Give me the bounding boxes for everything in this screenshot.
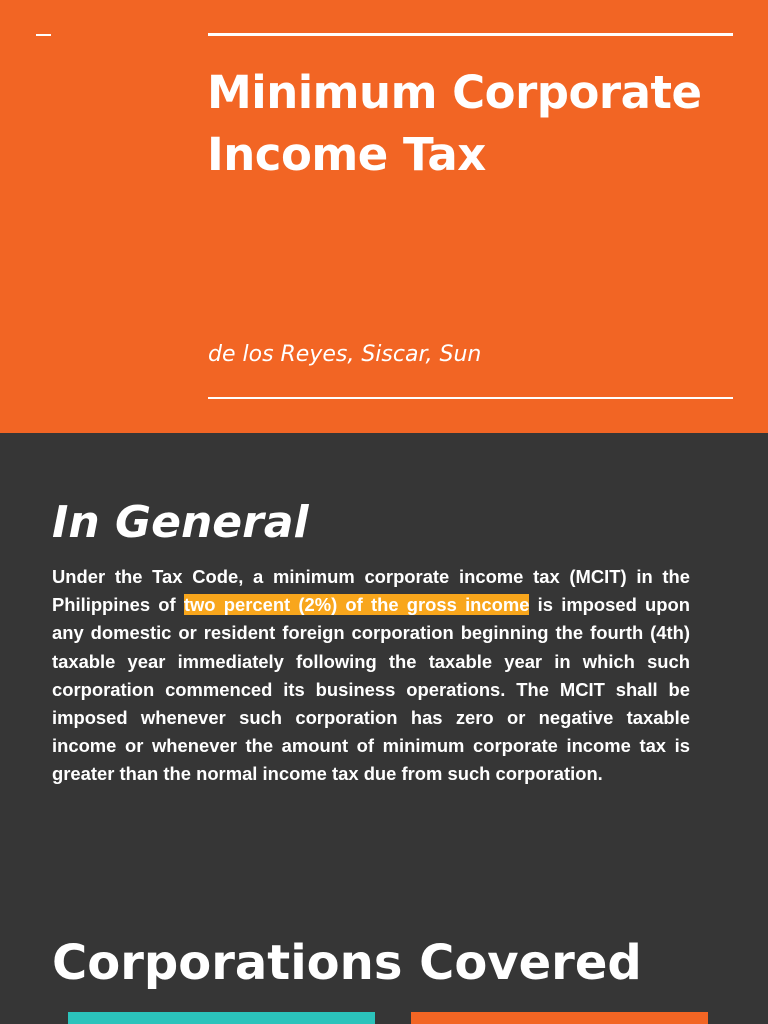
authors: de los Reyes, Siscar, Sun xyxy=(208,342,482,367)
corporations-covered-heading: Corporations Covered xyxy=(52,935,642,991)
in-general-paragraph xyxy=(52,563,690,789)
in-general-heading: In General xyxy=(52,497,309,548)
title-bottom-rule xyxy=(208,397,733,399)
teal-card xyxy=(68,1012,375,1024)
paragraph-text-start: Under the Tax Code, a minimum corporate income tax (MCIT) in the Philippines of xyxy=(52,566,690,616)
paragraph-text-end: is imposed upon any domestic or resident foreign corporation beginning the fourth (4th) taxable year immediately following the taxable year in which such corporation commenced its business operations. The MCIT shall be imposed whenever such corporation has zero or negative taxable income or whenever the amount of minimum corporate income tax is greater than the normal income tax due from such corporation. xyxy=(52,594,690,785)
title-slide xyxy=(0,0,768,433)
orange-card xyxy=(411,1012,708,1024)
corner-dash xyxy=(36,34,51,36)
title-top-rule xyxy=(208,33,733,36)
highlighted-text: two percent (2%) of the gross income xyxy=(183,594,530,616)
page-title: Minimum Corporate Income Tax xyxy=(207,66,702,181)
